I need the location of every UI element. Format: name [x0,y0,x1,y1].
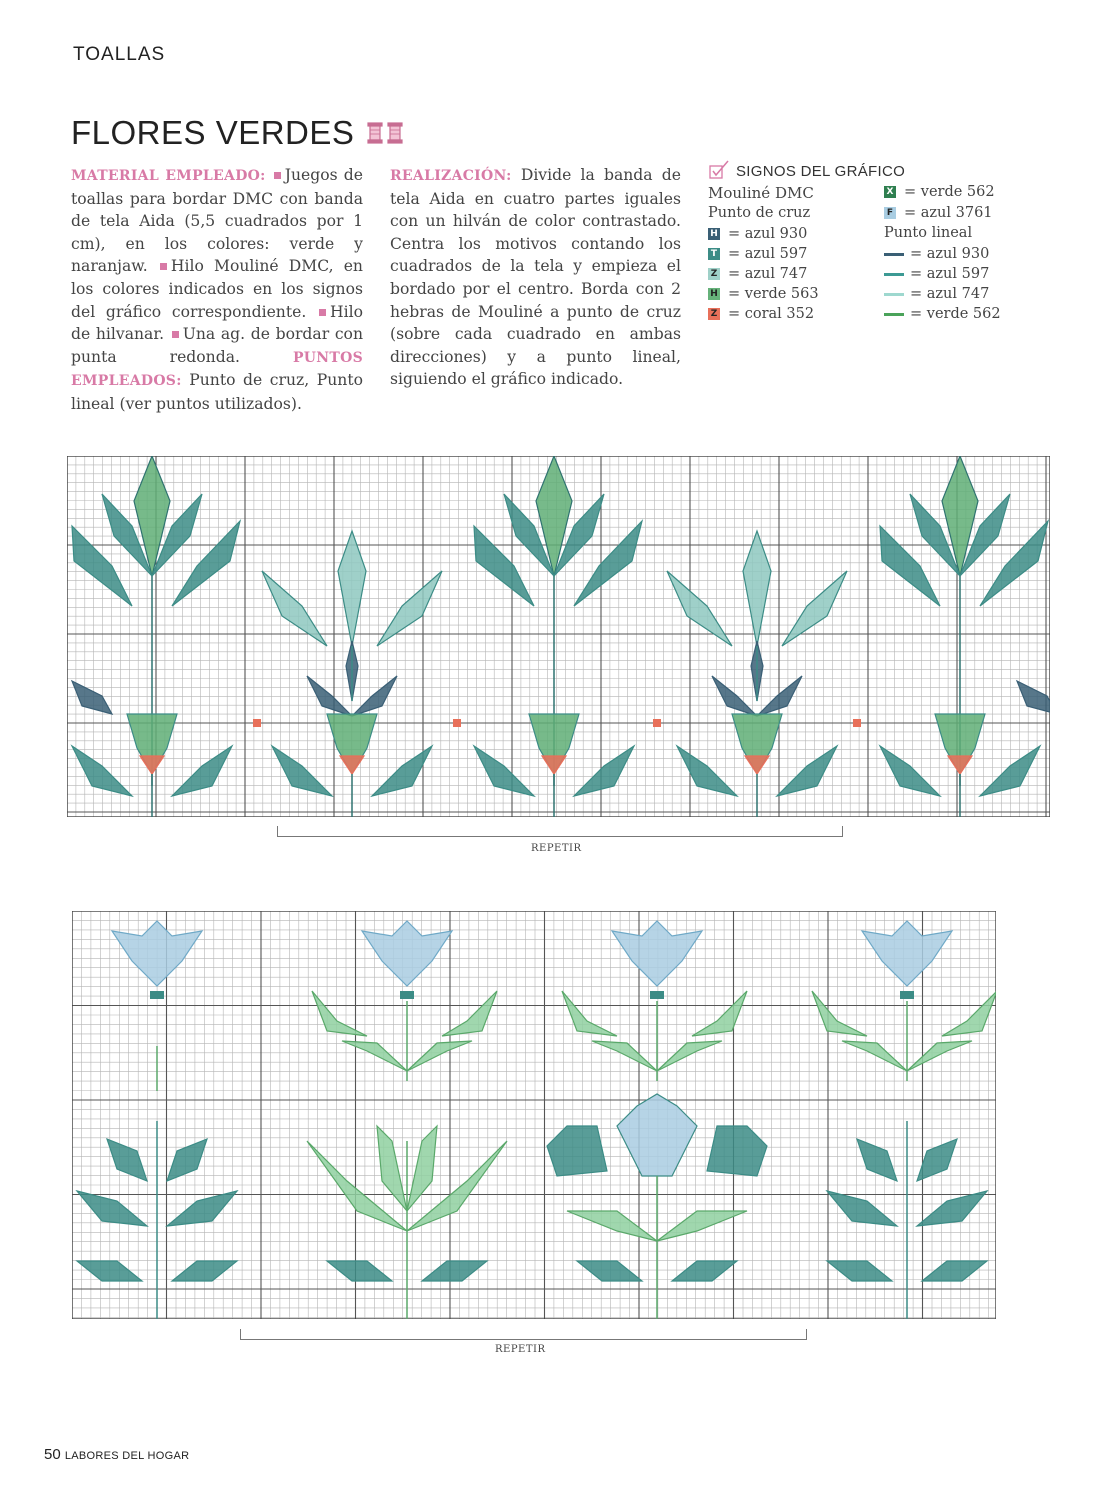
legend-line-text: = verde 562 [910,306,1001,322]
legend-cross-text: = azul 3761 [904,205,993,221]
material-label: MATERIAL EMPLEADO: [71,168,266,184]
bullet-square-icon [160,263,167,270]
title-text: FLORES VERDES [71,114,355,151]
material-4: Una ag. de bordar con punta redonda. [71,325,363,366]
legend-cross-text: = azul 747 [728,266,808,282]
bullet-square-icon [172,331,179,338]
legend-line-item [884,286,989,302]
thread-spools-icon [366,121,406,145]
legend-cross-item [884,205,993,221]
legend-cross-text: = azul 597 [728,246,808,262]
page-number: 50 [44,1446,61,1463]
line-swatch-icon [884,253,904,256]
legend [708,160,1008,180]
realizacion-text: Divide la banda de tela Aida en cuatro partes iguales con un hilván de color contrastado. Centra los motivos contando los cuadrados de la tela y empieza el bordado por el centro. Borda con 2 hebras de Mouliné a punto de cruz (sobre cada cuadrado en ambas direcciones) y a punto lineal, siguiendo el gráfico indicado. [390,166,681,389]
legend-cross-item [708,226,807,242]
legend-cross-text: = azul 930 [728,226,808,242]
symbol-h-icon: H [708,228,720,240]
page-footer [44,1446,189,1463]
legend-line-item [884,246,989,262]
legend-line-text: = azul 747 [910,286,990,302]
repeat-label-bottom: REPETIR [495,1344,546,1355]
legend-cross-item [708,266,807,282]
symbol-x-icon: X [884,186,896,198]
legend-cross-item [884,184,995,200]
realizacion-column [390,164,681,391]
legend-cross-text: = coral 352 [728,306,815,322]
symbol-z-icon: Z [708,268,720,280]
legend-cross-text: = verde 562 [904,184,995,200]
symbol-f-icon: F [884,207,896,219]
cross-stitch-chart-top [67,456,1050,817]
legend-line-text: = azul 597 [910,266,990,282]
legend-cross-item [708,306,814,322]
puntos-text: Punto de cruz, Punto lineal (ver puntos utilizados). [71,371,363,413]
legend-line-text: = azul 930 [910,246,990,262]
legend-header [708,160,1008,180]
legend-cross-label: Punto de cruz [708,205,811,221]
symbol-z-icon: Z [708,308,720,320]
legend-title: SIGNOS DEL GRÁFICO [736,163,906,180]
legend-cross-text: = verde 563 [728,286,819,302]
needle-check-icon [708,160,730,180]
material-1: Juegos de toallas para bordar DMC con banda de tela Aida (5,5 cuadrados por 1 cm), en los colores: verde y naranjaw. [71,166,363,276]
line-swatch-icon [884,313,904,316]
legend-line-label: Punto lineal [884,225,973,241]
section-title: TOALLAS [73,44,166,65]
material-2: Hilo Mouliné DMC, en los colores indicados en los signos del gráfico correspondiente. [71,257,363,321]
repeat-bracket [240,1329,807,1340]
legend-line-item [884,306,1001,322]
material-3: Hilo de hilvanar. [71,302,363,344]
legend-cross-item [708,286,819,302]
line-swatch-icon [884,293,904,296]
repeat-label-top: REPETIR [531,843,582,854]
line-swatch-icon [884,273,904,276]
page-title [71,114,406,152]
legend-cross-item [708,246,807,262]
bullet-square-icon [274,172,281,179]
materials-column [71,164,363,416]
legend-brand: Mouliné DMC [708,184,814,202]
symbol-t-icon: T [708,248,720,260]
publication-name: LABORES DEL HOGAR [64,1450,190,1462]
puntos-label: PUNTOS EMPLEADOS: [71,349,363,390]
realizacion-label: REALIZACIÓN: [390,168,512,184]
symbol-h-icon: H [708,288,720,300]
legend-line-item [884,266,989,282]
bullet-square-icon [319,309,326,316]
repeat-bracket [277,826,843,837]
cross-stitch-chart-bottom [72,911,996,1319]
